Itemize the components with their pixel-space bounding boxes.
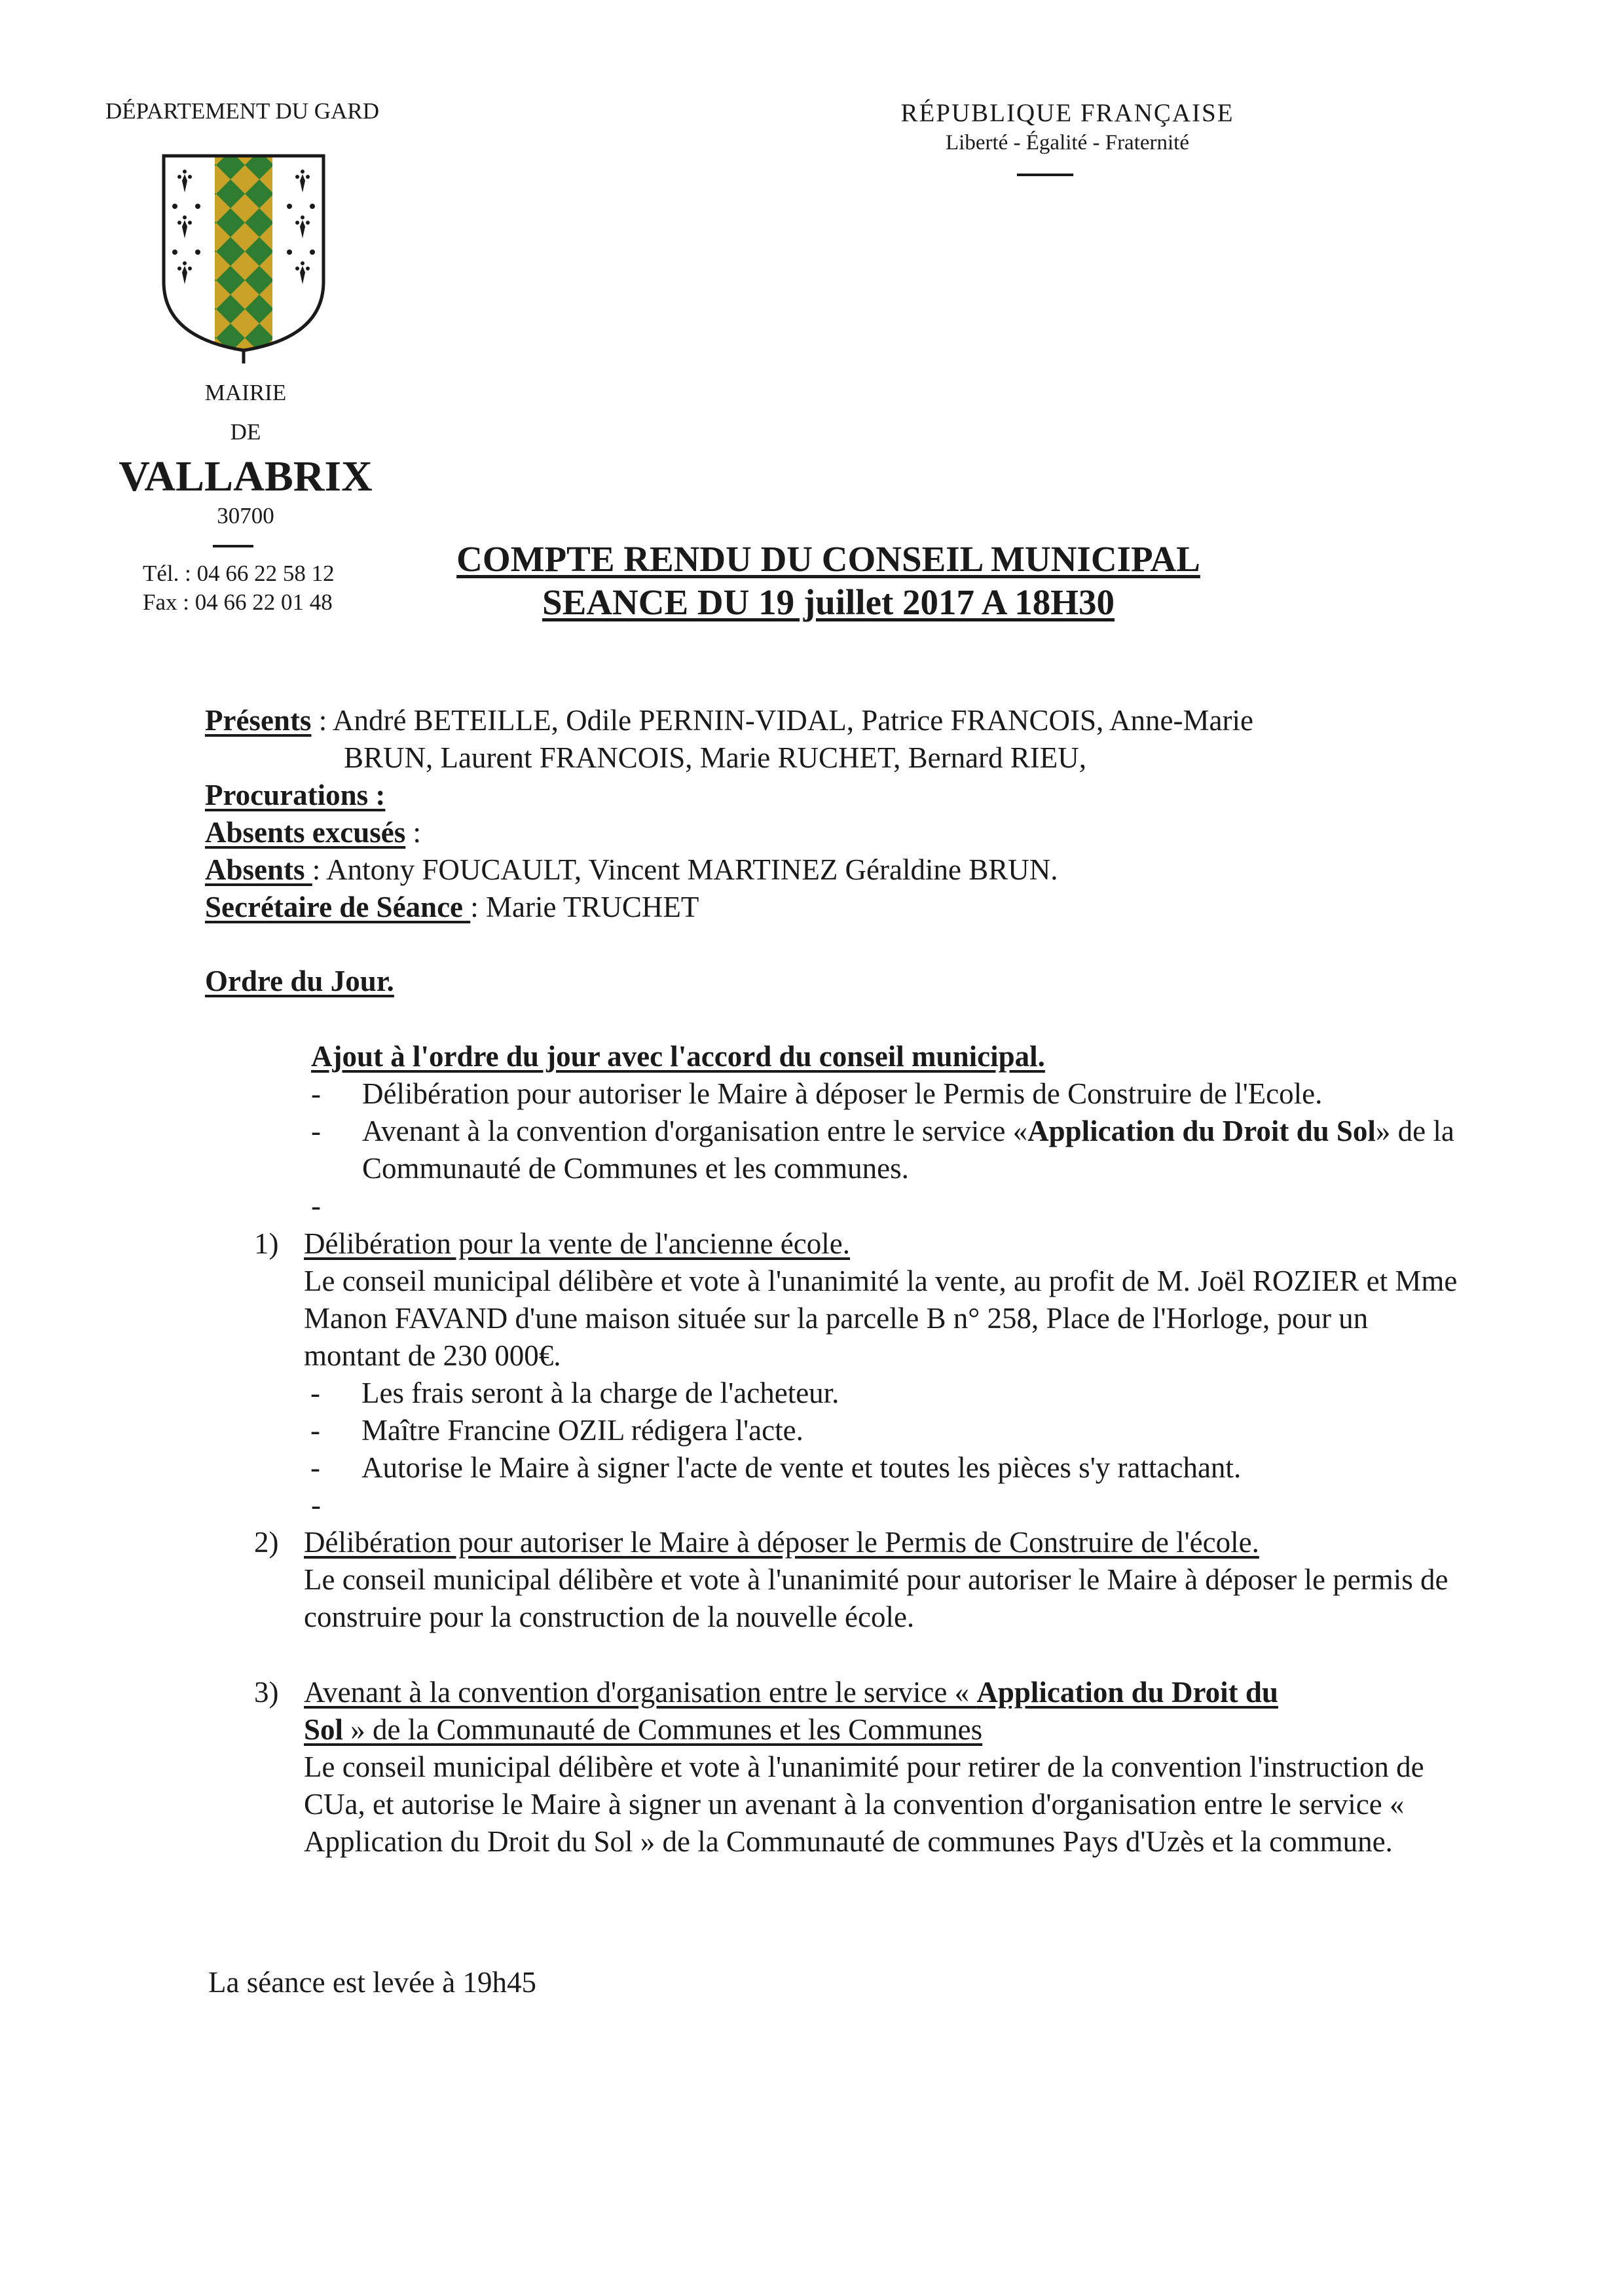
ajout-section bbox=[311, 1038, 1457, 1075]
divider bbox=[1017, 174, 1073, 176]
item-number: 3) bbox=[254, 1676, 279, 1709]
coat-of-arms-icon bbox=[158, 151, 329, 367]
absents-label: Absents bbox=[205, 853, 312, 886]
de-label: DE bbox=[230, 419, 261, 445]
absents-line bbox=[205, 851, 1449, 889]
list-item-text: Délibération pour autoriser le Maire à déposer le Permis de Construire de l'Ecole. bbox=[362, 1077, 1323, 1110]
item-text: Le conseil municipal délibère et vote à l'unanimité pour autoriser le Maire à déposer le permis de construire pour la construction de la nouvelle école. bbox=[304, 1563, 1449, 1633]
item-title bbox=[304, 1674, 1466, 1749]
list-item-text: Avenant à la convention d'organisation entre le service « bbox=[362, 1115, 1028, 1147]
mairie-label: MAIRIE bbox=[204, 380, 287, 405]
dash: - bbox=[311, 1115, 321, 1147]
item-text: Le conseil municipal délibère et vote à l'unanimité la vente, au profit de M. Joël ROZIER et Mme Manon FAVAND d'une maison située sur la parcelle B n° 258, Place de l'Horloge, pour un montant de 230 000€. bbox=[304, 1265, 1458, 1372]
dash: - bbox=[311, 1489, 321, 1521]
agenda-item-3 bbox=[254, 1674, 1466, 1861]
secretaire-line bbox=[205, 889, 1449, 926]
closing-text: La séance est levée à 19h45 bbox=[208, 1966, 536, 1999]
absents-excuses-label: Absents excusés bbox=[205, 816, 406, 849]
list-item-text: Maître Francine OZIL rédigera l'acte. bbox=[361, 1414, 803, 1447]
presents-value: : André BETEILLE, Odile PERNIN-VIDAL, Patrice FRANCOIS, Anne-Marie bbox=[311, 704, 1253, 737]
list-item bbox=[310, 1449, 1466, 1487]
department-label: DÉPARTEMENT DU GARD bbox=[105, 98, 379, 124]
item-title-text: » de la Communauté de Communes et les Communes bbox=[343, 1713, 983, 1746]
agenda-title: Ordre du Jour. bbox=[205, 965, 394, 997]
presents-line2: BRUN, Laurent FRANCOIS, Marie RUCHET, Bernard RIEU, bbox=[344, 741, 1087, 774]
item-number: 1) bbox=[254, 1227, 279, 1260]
telephone: Tél. : 04 66 22 58 12 bbox=[143, 561, 335, 586]
dash: - bbox=[311, 1077, 321, 1110]
fax: Fax : 04 66 22 01 48 bbox=[143, 589, 333, 615]
secretaire-value: : Marie TRUCHET bbox=[470, 891, 699, 923]
attendance-section bbox=[205, 702, 1449, 926]
list-item-text: Les frais seront à la charge de l'acheteur. bbox=[361, 1377, 840, 1409]
ajout-title: Ajout à l'ordre du jour avec l'accord du conseil municipal. bbox=[311, 1040, 1045, 1073]
item-title-bold: Application du Droit du bbox=[976, 1676, 1278, 1709]
list-item bbox=[310, 1375, 1466, 1412]
item-title: Délibération pour la vente de l'ancienne école. bbox=[304, 1227, 850, 1260]
document-title-line1: COMPTE RENDU DU CONSEIL MUNICIPAL bbox=[456, 539, 1200, 579]
item-title-text: Avenant à la convention d'organisation entre le service « bbox=[304, 1676, 977, 1709]
presents-label: Présents bbox=[205, 704, 312, 737]
list-item bbox=[311, 1075, 1457, 1113]
divider bbox=[213, 545, 253, 547]
item-text: Le conseil municipal délibère et vote à l'unanimité pour retirer de la convention l'instruction de CUa, et autorise le Maire à signer un avenant à la convention d'organisation entre le service « Application du Droit du Sol » de la Communauté de communes Pays d'Uzès et la commune. bbox=[304, 1750, 1424, 1858]
list-item-text: » de la Communauté de Communes et les communes. bbox=[362, 1115, 1454, 1185]
postcode: 30700 bbox=[217, 503, 274, 528]
republic-label: RÉPUBLIQUE FRANÇAISE bbox=[900, 99, 1234, 127]
absents-excuses-value: : bbox=[405, 816, 422, 849]
dash: - bbox=[310, 1414, 320, 1447]
town-name: VALLABRIX bbox=[119, 453, 373, 500]
absents-value: : Antony FOUCAULT, Vincent MARTINEZ Géraldine BRUN. bbox=[312, 853, 1058, 886]
dash: - bbox=[310, 1377, 320, 1409]
absents-excuses-line bbox=[205, 814, 1449, 851]
document-title-line2: SEANCE DU 19 juillet 2017 A 18H30 bbox=[542, 582, 1115, 622]
secretaire-label: Secrétaire de Séance bbox=[205, 891, 471, 923]
list-item-bold: Application du Droit du Sol bbox=[1027, 1115, 1376, 1147]
motto: Liberté - Égalité - Fraternité bbox=[946, 131, 1189, 155]
item-number: 2) bbox=[254, 1526, 279, 1559]
dash: - bbox=[311, 1189, 321, 1222]
item-title-bold: Sol bbox=[304, 1713, 344, 1746]
dash: - bbox=[310, 1451, 320, 1484]
procurations-label: Procurations : bbox=[205, 779, 386, 811]
agenda-item-2 bbox=[254, 1524, 1466, 1636]
presents-line bbox=[205, 702, 1449, 739]
item-title: Délibération pour autoriser le Maire à déposer le Permis de Construire de l'école. bbox=[304, 1526, 1259, 1559]
list-item-text: Autorise le Maire à signer l'acte de vente et toutes les pièces s'y rattachant. bbox=[361, 1451, 1242, 1484]
list-item bbox=[311, 1113, 1457, 1187]
ajout-list bbox=[311, 1075, 1457, 1222]
list-item bbox=[310, 1412, 1466, 1449]
agenda-item-1 bbox=[254, 1225, 1466, 1487]
